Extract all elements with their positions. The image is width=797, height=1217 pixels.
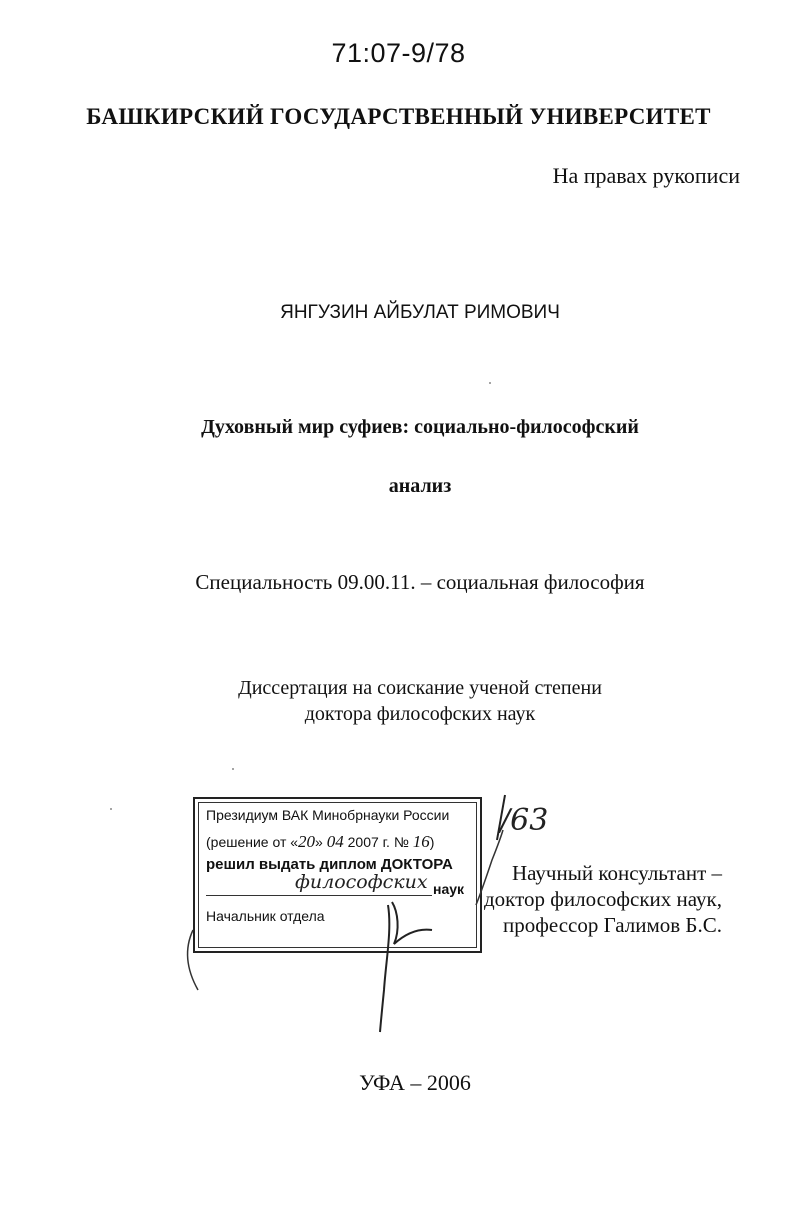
dissertation-title-line-1: Духовный мир суфиев: социально-философский bbox=[201, 416, 639, 438]
city-and-year: УФА – 2006 bbox=[359, 1070, 471, 1095]
scientific-advisor bbox=[484, 860, 722, 938]
advisor-degree: доктор философских наук, bbox=[484, 887, 722, 911]
author-name: ЯНГУЗИН АЙБУЛАТ РИМОВИЧ bbox=[280, 302, 560, 323]
advisor-name: профессор Галимов Б.С. bbox=[503, 913, 722, 937]
stamp-decision-number: 16 bbox=[412, 832, 430, 851]
scan-speck bbox=[110, 808, 112, 810]
degree-line-2: доктора философских наук bbox=[304, 703, 536, 725]
stamp-header: Президиум ВАК Минобрнауки России bbox=[206, 807, 450, 823]
advisor-role: Научный консультант – bbox=[512, 861, 722, 885]
dissertation-title-line-2: анализ bbox=[388, 475, 452, 497]
manuscript-note: На правах рукописи bbox=[552, 163, 740, 188]
university-name: БАШКИРСКИЙ ГОСУДАРСТВЕННЫЙ УНИВЕРСИТЕТ bbox=[86, 104, 711, 129]
stamp-field-suffix: наук bbox=[433, 881, 465, 897]
stamp-field-handwritten: философских bbox=[295, 871, 428, 893]
stamp-award-line: решил выдать диплом ДОКТОРА bbox=[206, 856, 453, 873]
handwritten-note: /63 bbox=[500, 803, 549, 838]
stamp-decision-visual: (решение от «20» 04 2007 г. № 16) bbox=[206, 832, 435, 851]
vak-stamp bbox=[193, 797, 482, 953]
stamp-field-underline bbox=[206, 895, 432, 896]
catalog-code: 71:07-9/78 bbox=[331, 38, 466, 68]
stamp-date-day: 20 bbox=[298, 832, 316, 851]
degree-line-1: Диссертация на соискание ученой степени bbox=[238, 677, 602, 699]
stamp-date-month: 04 bbox=[326, 832, 344, 851]
scan-speck bbox=[232, 768, 234, 770]
stamp-head-of-department: Начальник отдела bbox=[206, 908, 325, 924]
scan-speck bbox=[489, 382, 491, 384]
specialty-line: Специальность 09.00.11. – социальная философия bbox=[195, 570, 645, 594]
